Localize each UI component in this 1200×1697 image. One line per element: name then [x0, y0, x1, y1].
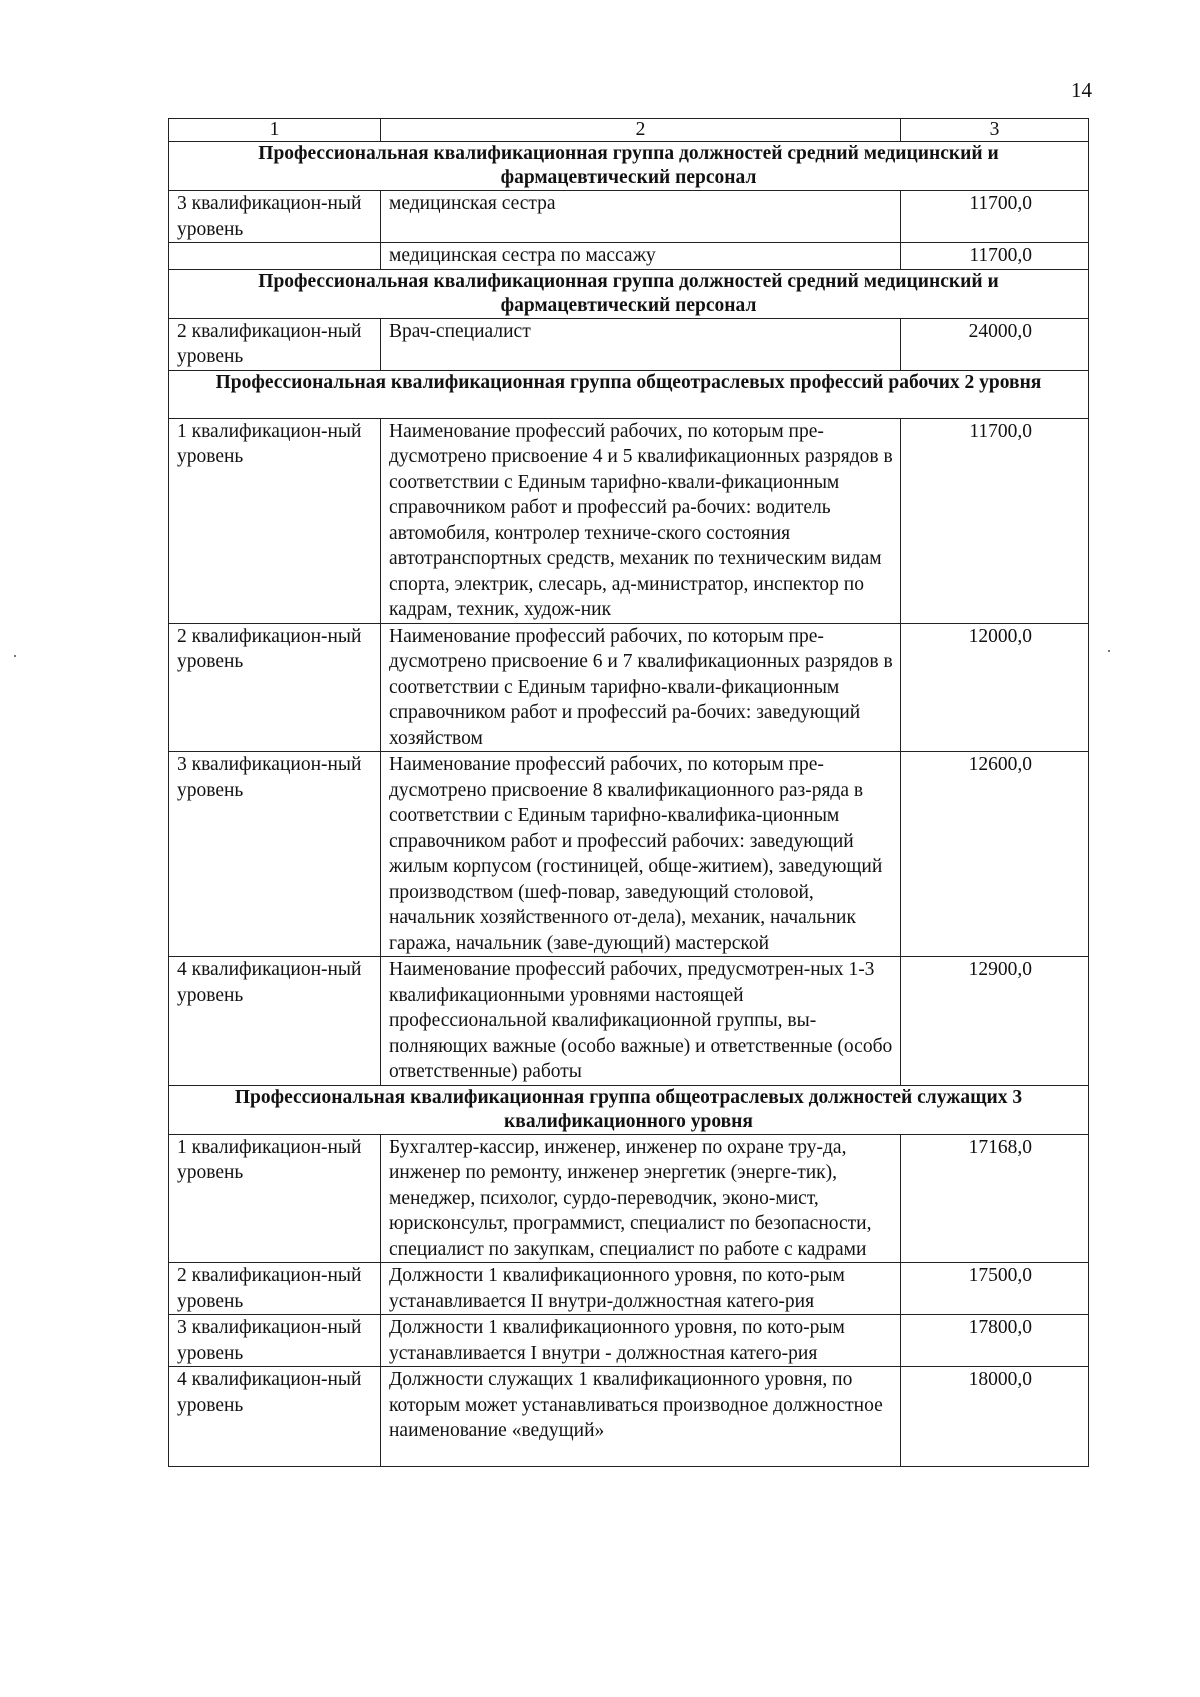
column-header-3: 3: [901, 119, 1089, 142]
amount-cell: 18000,0: [901, 1367, 1089, 1467]
table-row: [169, 1315, 1089, 1367]
table-row: [169, 318, 1089, 370]
level-cell: [169, 243, 381, 270]
amount-cell: 12900,0: [901, 957, 1089, 1086]
amount-cell: 11700,0: [901, 191, 1089, 243]
description-cell: Наименование профессий рабочих, по которым пре-дусмотрено присвоение 6 и 7 квалификационных разрядов в соответствии с Единым тарифно-квали-фикационным справочником работ и профессий ра-бочих: заведующий хозяйством: [381, 623, 901, 752]
amount-cell: 12600,0: [901, 752, 1089, 957]
table-row: [169, 418, 1089, 623]
table-row: [169, 191, 1089, 243]
level-cell: 1 квалификацион-ный уровень: [169, 1134, 381, 1263]
table-row: [169, 957, 1089, 1086]
scan-speck: [14, 655, 16, 657]
group-row: [169, 269, 1089, 318]
level-cell: 4 квалификацион-ный уровень: [169, 1367, 381, 1467]
amount-cell: 17500,0: [901, 1263, 1089, 1315]
level-cell: 2 квалификацион-ный уровень: [169, 318, 381, 370]
amount-cell: 11700,0: [901, 418, 1089, 623]
description-cell: Наименование профессий рабочих, предусмотрен-ных 1-3 квалификационными уровнями настоящей профессиональной квалификационной группы, вы-полняющих важные (особо важные) и ответственные (особо ответственные) работы: [381, 957, 901, 1086]
group-row: [169, 370, 1089, 418]
table-header-row: [169, 119, 1089, 142]
group-heading: Профессиональная квалификационная группа должностей средний медицинский и фармацевтический персонал: [169, 142, 1089, 191]
scan-speck: [1108, 650, 1110, 652]
amount-cell: 11700,0: [901, 243, 1089, 270]
amount-cell: 17800,0: [901, 1315, 1089, 1367]
level-cell: 3 квалификацион-ный уровень: [169, 191, 381, 243]
salary-table: [168, 118, 1089, 1467]
description-cell: Должности 1 квалификационного уровня, по кото-рым устанавливается I внутри - должностная катего-рия: [381, 1315, 901, 1367]
level-cell: 2 квалификацион-ный уровень: [169, 623, 381, 752]
description-cell: медицинская сестра по массажу: [381, 243, 901, 270]
amount-cell: 24000,0: [901, 318, 1089, 370]
level-cell: 3 квалификацион-ный уровень: [169, 752, 381, 957]
table-row: [169, 1367, 1089, 1467]
group-row: [169, 1085, 1089, 1134]
table-row: [169, 752, 1089, 957]
group-row: [169, 142, 1089, 191]
amount-cell: 17168,0: [901, 1134, 1089, 1263]
column-header-2: 2: [381, 119, 901, 142]
description-cell: Должности 1 квалификационного уровня, по кото-рым устанавливается II внутри-должностная катего-рия: [381, 1263, 901, 1315]
description-cell: Бухгалтер-кассир, инженер, инженер по охране тру-да, инженер по ремонту, инженер энергетик (энерге-тик), менеджер, психолог, сурдо-переводчик, эконо-мист, юрисконсульт, программист, специалист по безопасности, специалист по закупкам, специалист по работе с кадрами: [381, 1134, 901, 1263]
level-cell: 1 квалификацион-ный уровень: [169, 418, 381, 623]
level-cell: 2 квалификацион-ный уровень: [169, 1263, 381, 1315]
group-heading: Профессиональная квалификационная группа общеотраслевых профессий рабочих 2 уровня: [169, 370, 1089, 418]
description-cell: Наименование профессий рабочих, по которым пре-дусмотрено присвоение 4 и 5 квалификационных разрядов в соответствии с Единым тарифно-квали-фикационным справочником работ и профессий ра-бочих: водитель автомобиля, контролер техниче-ского состояния автотранспортных средств, механик по техническим видам спорта, электрик, слесарь, ад-министратор, инспектор по кадрам, техник, худож-ник: [381, 418, 901, 623]
table-row: [169, 623, 1089, 752]
level-cell: 4 квалификацион-ный уровень: [169, 957, 381, 1086]
table-row: [169, 1134, 1089, 1263]
description-cell: медицинская сестра: [381, 191, 901, 243]
description-cell: Наименование профессий рабочих, по которым пре-дусмотрено присвоение 8 квалификационного раз-ряда в соответствии с Единым тарифно-квалифика-ционным справочником работ и профессий рабочих: заведующий жилым корпусом (гостиницей, обще-житием), заведующий производством (шеф-повар, заведующий столовой, начальник хозяйственного от-дела), механик, начальник гаража, начальник (заве-дующий) мастерской: [381, 752, 901, 957]
group-heading: Профессиональная квалификационная группа общеотраслевых должностей служащих 3 квалификационного уровня: [169, 1085, 1089, 1134]
page-number: 14: [1071, 78, 1092, 102]
column-header-1: 1: [169, 119, 381, 142]
table-row: [169, 243, 1089, 270]
group-heading: Профессиональная квалификационная группа должностей средний медицинский и фармацевтический персонал: [169, 269, 1089, 318]
level-cell: 3 квалификацион-ный уровень: [169, 1315, 381, 1367]
amount-cell: 12000,0: [901, 623, 1089, 752]
description-cell: Должности служащих 1 квалификационного уровня, по которым может устанавливаться производное должностное наименование «ведущий»: [381, 1367, 901, 1467]
table-row: [169, 1263, 1089, 1315]
description-cell: Врач-специалист: [381, 318, 901, 370]
